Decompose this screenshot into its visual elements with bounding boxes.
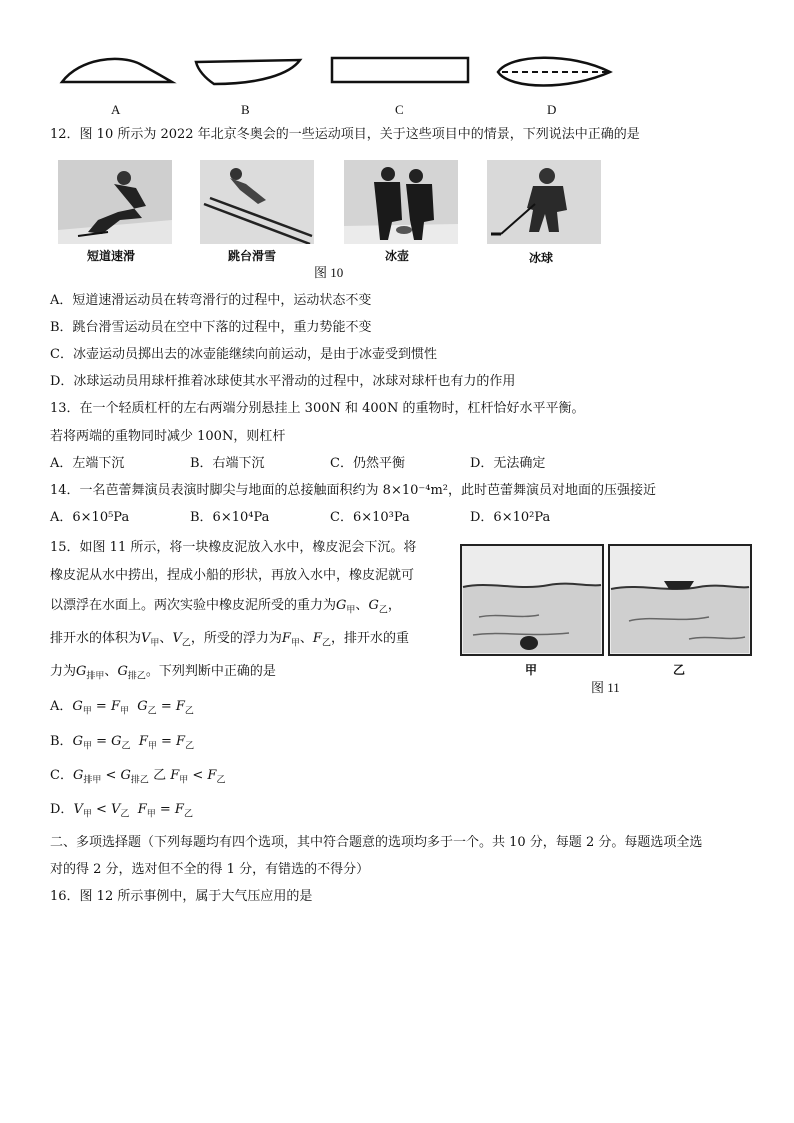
q15-option-b: B．$G_甲 = G_乙$ $F_甲 = F_乙$ [50,734,195,752]
shape-d [498,58,610,86]
q13-option-a: A．左端下沉 [50,456,125,471]
figure-11-label-yi: 乙 [673,663,686,677]
q15-option-d: D．$V_甲 < V_乙$ $F_甲 = F_乙$ [50,802,193,820]
q12-option-b: B．跳台滑雪运动员在空中下落的过程中，重力势能不变 [50,320,372,335]
q12-option-c: C．冰壶运动员掷出去的冰壶能继续向前运动，是由于冰壶受到惯性 [50,347,437,362]
q14-stem: 14．一名芭蕾舞演员表演时脚尖与地面的总接触面积约为 8×10⁻⁴m²，此时芭蕾舞演员对地面的压强接近 [50,483,656,498]
q15-option-a-letter: A． [50,699,73,714]
q15-option-d-letter: D． [50,802,74,817]
q14-option-d: D．6×10²Pa [470,510,551,525]
q13-option-b: B．右端下沉 [190,456,265,471]
q14-option-c: C．6×10³Pa [330,510,410,525]
caption-ice-hockey: 冰球 [529,251,554,265]
beaker-yi [609,545,751,655]
shape-label-c: C [395,102,404,117]
q14-option-a: A．6×10⁵Pa [50,510,130,525]
q15-line4-a: 排开水的体积为 [50,631,142,646]
q12-stem: 12．图 10 所示为 2022 年北京冬奥会的一些运动项目，关于这些项目中的情景，下列说法中正确的是 [50,127,640,142]
q15-line4: 排开水的体积为$V_甲$、$V_乙$，所受的浮力为$F_甲$、$F_乙$，排开水的重 [50,631,409,649]
q15-option-c-letter: C． [50,768,73,783]
shape-b [196,60,300,84]
section2-heading-line2: 对的得 2 分，选对但不全的得 1 分，有错选的不得分） [50,862,370,877]
section2-heading-line1: 二、多项选择题（下列每题均有四个选项，其中符合题意的选项均多于一个。共 10 分，每题 2 分。每题选项全选 [50,835,703,850]
wing-shapes-figure [50,48,630,96]
q13-stem-line1: 13．在一个轻质杠杆的左右两端分别悬挂上 300N 和 400N 的重物时，杠杆恰好水平平衡。 [50,401,585,416]
q15-line5-b: 。下列判断中正确的是 [145,664,276,679]
q15-option-b-letter: B． [50,734,73,749]
beaker-jia [461,545,603,655]
figure-10-caption: 图 10 [314,265,344,280]
figure-11 [459,543,753,693]
photo-ski-jump [200,160,314,244]
q13-option-c: C．仍然平衡 [330,456,405,471]
shape-c [332,58,468,82]
q15-line2: 橡皮泥从水中捞出，捏成小船的形状，再放入水中，橡皮泥就可 [50,568,415,583]
q15-option-a: A．$G_甲 = F_甲$ $G_乙 = F_乙$ [50,699,194,717]
q13-option-d: D．无法确定 [470,456,546,471]
photo-short-track [58,160,172,244]
caption-ski-jump: 跳台滑雪 [228,249,277,263]
q15-line4-c: ，排开水的重 [330,631,409,646]
q15-line3: 以漂浮在水面上。两次实验中橡皮泥所受的重力为$G_甲$、$G_乙$， [50,598,401,616]
shape-a [62,59,172,82]
q15-line5-a: 力为 [50,664,77,679]
shape-label-b: B [241,102,250,117]
q15-line1: 15．如图 11 所示，将一块橡皮泥放入水中，橡皮泥会下沉。将 [50,540,417,555]
figure-11-label-jia: 甲 [525,663,538,677]
shape-label-a: A [111,102,121,117]
photo-curling [344,160,458,244]
q15-line3-text: 以漂浮在水面上。两次实验中橡皮泥所受的重力为 [50,598,337,613]
q15-line5: 力为$G_{排甲}$、$G_{排乙}$。下列判断中正确的是 [50,664,276,682]
shape-label-d: D [547,102,557,117]
q15-option-c: C．$G_{排甲} < G_{排乙}$ 乙 $F_甲 < F_乙$ [50,768,226,786]
figure-11-caption: 图 11 [591,680,620,695]
q16-stem: 16．图 12 所示事例中，属于大气压应用的是 [50,889,313,904]
q15-line4-b: ，所受的浮力为 [190,631,282,646]
q13-stem-line2: 若将两端的重物同时减少 100N，则杠杆 [50,429,286,444]
photo-ice-hockey [487,160,601,244]
q12-option-d: D．冰球运动员用球杆推着冰球使其水平滑动的过程中，冰球对球杆也有力的作用 [50,374,516,389]
caption-curling: 冰壶 [385,249,410,263]
q14-option-b: B．6×10⁴Pa [190,510,270,525]
caption-short-track: 短道速滑 [87,249,136,263]
q12-option-a: A．短道速滑运动员在转弯滑行的过程中，运动状态不变 [50,293,372,308]
